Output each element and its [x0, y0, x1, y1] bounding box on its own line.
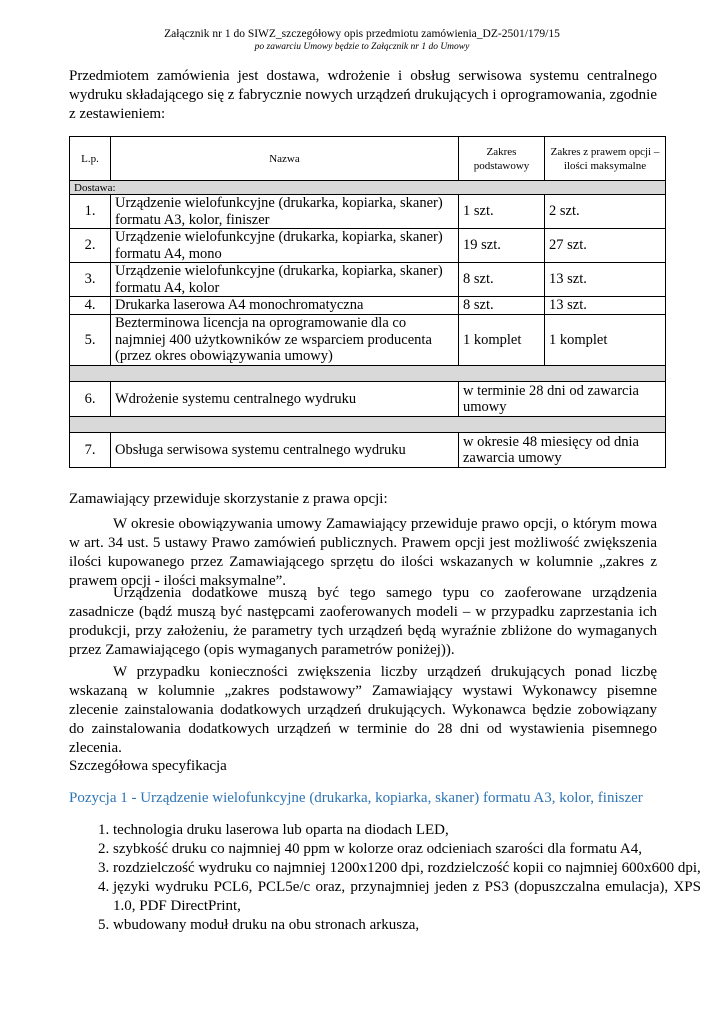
table-row	[70, 297, 666, 315]
row-max: 2 szt.	[545, 195, 666, 229]
spec-heading: Szczegółowa specyfikacja	[69, 758, 227, 774]
header-max: Zakres z prawem opcji – ilości maksymalne	[545, 137, 666, 181]
row-name: Drukarka laserowa A4 monochromatyczna	[111, 297, 459, 315]
paragraph-additional-devices: Urządzenia dodatkowe muszą być tego samego typu co zaoferowane urządzenia zasadnicze (bądź muszą być następcami zaoferowanych modeli – w przypadku zaprzestania ich produkcji, przy założeniu, że parametry tych urządzeń będą wyraźnie zbliżone do wymaganych przez Zamawiającego (opis wymaganych parametrów poniżej)).	[69, 585, 657, 658]
table-row	[70, 195, 666, 229]
list-item: 3. rozdzielczość wydruku co najmniej 1200x1200 dpi, rozdzielczość kopii co najmniej 600x600 dpi,	[113, 859, 701, 878]
order-table	[69, 136, 666, 468]
table-row	[70, 229, 666, 263]
row-max: 1 komplet	[545, 315, 666, 366]
row-name: Urządzenie wielofunkcyjne (drukarka, kopiarka, skaner) formatu A4, mono	[111, 229, 459, 263]
row-name: Urządzenie wielofunkcyjne (drukarka, kopiarka, skaner) formatu A3, kolor, finiszer	[111, 195, 459, 229]
table-row	[70, 433, 666, 468]
header-basic: Zakres podstawowy	[459, 137, 545, 181]
spacer-row	[70, 417, 666, 433]
row-name: Urządzenie wielofunkcyjne (drukarka, kopiarka, skaner) formatu A4, kolor	[111, 263, 459, 297]
intro-paragraph: Przedmiotem zamówienia jest dostawa, wdrożenie i obsług serwisowa systemu centralnego wydruku składającego się z fabrycznie nowych urządzeń drukujących i oprogramowania, zgodnie z zestawieniem:	[69, 68, 657, 122]
spec-list	[69, 821, 701, 935]
row-lp: 1.	[70, 195, 111, 229]
list-item: 1. technologia druku laserowa lub oparta na diodach LED,	[113, 821, 701, 840]
row-max: 27 szt.	[545, 229, 666, 263]
table-row	[70, 263, 666, 297]
row-basic: 1 komplet	[459, 315, 545, 366]
row-basic: 1 szt.	[459, 195, 545, 229]
section-row	[70, 181, 666, 195]
list-item: 4. języki wydruku PCL6, PCL5e/c oraz, przynajmniej jeden z PS3 (dopuszczalna emulacja), XPS 1.0, PDF DirectPrint,	[113, 878, 701, 916]
row-lp: 2.	[70, 229, 111, 263]
row-lp: 7.	[70, 433, 111, 468]
spacer-row	[70, 366, 666, 382]
row-name: Bezterminowa licencja na oprogramowanie dla co najmniej 400 użytkowników ze wsparciem producenta (przez okres obowiązywania umowy)	[111, 315, 459, 366]
row-basic: 8 szt.	[459, 297, 545, 315]
paragraph-option-right: W okresie obowiązywania umowy Zamawiający przewiduje prawo opcji, o którym mowa w art. 34 ust. 5 ustawy Prawo zamówień publicznych. Prawem opcji jest możliwość zwiększenia ilości kupowanego przez Zamawiającego sprzętu do ilości wskazanych w kolumnie „zakres z prawem opcji - ilości maksymalne”.	[69, 516, 657, 589]
table-row	[70, 315, 666, 366]
row-basic: 19 szt.	[459, 229, 545, 263]
row-lp: 3.	[70, 263, 111, 297]
header-line-1: Załącznik nr 1 do SIWZ_szczegółowy opis przedmiotu zamówienia_DZ-2501/179/15	[164, 28, 560, 40]
list-item: 5. wbudowany moduł druku na obu stronach arkusza,	[113, 916, 701, 935]
header-name: Nazwa	[111, 137, 459, 181]
row-lp: 6.	[70, 382, 111, 417]
position-heading: Pozycja 1 - Urządzenie wielofunkcyjne (drukarka, kopiarka, skaner) formatu A3, kolor, finiszer	[69, 790, 643, 806]
options-intro: Zamawiający przewiduje skorzystanie z prawa opcji:	[69, 491, 388, 507]
row-lp: 5.	[70, 315, 111, 366]
header-lp: L.p.	[70, 137, 111, 181]
section-label: Dostawa:	[70, 181, 666, 195]
row-term: w terminie 28 dni od zawarcia umowy	[459, 382, 666, 417]
row-term: w okresie 48 miesięcy od dnia zawarcia umowy	[459, 433, 666, 468]
row-max: 13 szt.	[545, 263, 666, 297]
row-lp: 4.	[70, 297, 111, 315]
row-basic: 8 szt.	[459, 263, 545, 297]
row-max: 13 szt.	[545, 297, 666, 315]
header-line-2: po zawarciu Umowy będzie to Załącznik nr 1 do Umowy	[254, 42, 470, 52]
spacer-cell	[70, 417, 666, 433]
table-header-row	[70, 137, 666, 181]
row-name: Obsługa serwisowa systemu centralnego wydruku	[111, 433, 459, 468]
list-item: 2. szybkość druku co najmniej 40 ppm w kolorze oraz odcieniach szarości dla formatu A4,	[113, 840, 701, 859]
row-name: Wdrożenie systemu centralnego wydruku	[111, 382, 459, 417]
table-row	[70, 382, 666, 417]
spacer-cell	[70, 366, 666, 382]
paragraph-increase-count: W przypadku konieczności zwiększenia liczby urządzeń drukujących ponad liczbę wskazaną w kolumnie „zakres podstawowy” Zamawiający wystawi Wykonawcy pisemne zlecenie zainstalowania dodatkowych urządzeń drukujących. Wykonawca będzie zobowiązany do zainstalowania dodatkowych urządzeń w terminie do 28 dni od wystawienia pisemnego zlecenia.	[69, 664, 657, 756]
